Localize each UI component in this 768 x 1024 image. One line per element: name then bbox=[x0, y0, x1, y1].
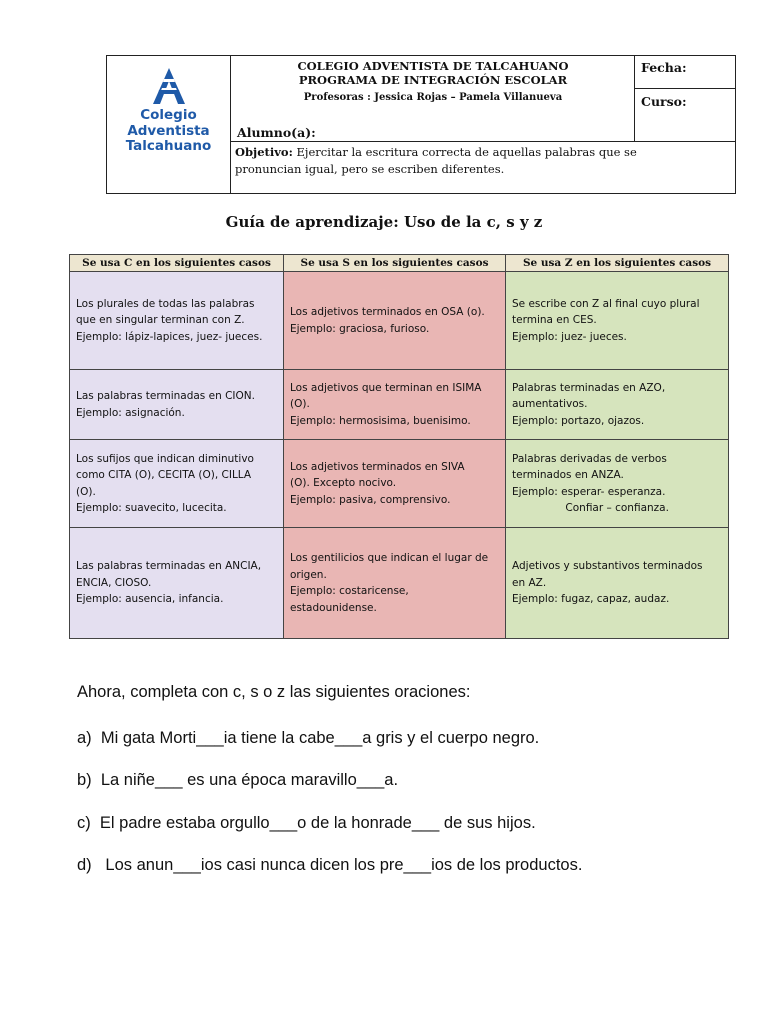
column-header-c: Se usa C en los siguientes casos bbox=[70, 255, 284, 272]
cell-s bbox=[284, 272, 506, 370]
cell-text-line: Los adjetivos terminados en OSA (o). bbox=[290, 306, 485, 318]
cell-s bbox=[284, 370, 506, 440]
table-header-row bbox=[70, 255, 729, 272]
program-name: PROGRAMA DE INTEGRACIÓN ESCOLAR bbox=[298, 73, 568, 87]
cell-text-line: termina en CES. bbox=[512, 314, 597, 327]
logo-text bbox=[126, 108, 212, 155]
cell-z bbox=[506, 528, 729, 639]
date-field[interactable]: Fecha: bbox=[634, 56, 735, 89]
student-name-field[interactable]: Alumno(a): bbox=[237, 125, 316, 140]
exercise-item-a[interactable]: a) Mi gata Morti___ia tiene la cabe___a gris y el cuerpo negro. bbox=[77, 729, 540, 747]
cell-c bbox=[70, 528, 284, 639]
cell-text-line: ENCIA, CIOSO. bbox=[76, 576, 152, 589]
cell-text-line: Las palabras terminadas en ANCIA, bbox=[76, 560, 262, 573]
cell-text-line: estadounidense. bbox=[290, 601, 377, 614]
guide-title: Guía de aprendizaje: Uso de la c, s y z bbox=[225, 213, 543, 231]
cell-text-line: Ejemplo: hermosisima, buenisimo. bbox=[290, 414, 471, 427]
cell-c bbox=[70, 370, 284, 440]
cell-text-line: Ejemplo: pasiva, comprensivo. bbox=[290, 493, 451, 506]
cell-text-line: (O). bbox=[290, 398, 310, 411]
cell-text-line: Los adjetivos que terminan en ISIMA bbox=[290, 381, 482, 394]
cell-text-line: Ejemplo: suavecito, lucecita. bbox=[76, 502, 227, 514]
cell-z bbox=[506, 440, 729, 528]
cell-text-line: en AZ. bbox=[512, 576, 547, 589]
cell-text-line: Palabras terminadas en AZO, bbox=[512, 381, 666, 394]
cell-text-line: (O). Excepto nocivo. bbox=[290, 477, 397, 490]
cell-text-line: (O). bbox=[76, 485, 96, 498]
cell-z bbox=[506, 272, 729, 370]
cell-text-line: Los plurales de todas las palabras bbox=[76, 297, 255, 310]
cell-text-line: aumentativos. bbox=[512, 398, 588, 411]
cell-text-line: Ejemplo: lápiz-lapices, juez- jueces. bbox=[76, 330, 263, 343]
logo-line: Talcahuano bbox=[125, 138, 212, 154]
cell-c bbox=[70, 440, 284, 528]
exercise-item-c[interactable]: c) El padre estaba orgullo___o de la honrade___ de sus hijos. bbox=[77, 814, 536, 832]
cell-text-line: Las palabras terminadas en CION. bbox=[76, 390, 255, 402]
cell-text-line: Ejemplo: ausencia, infancia. bbox=[76, 593, 224, 606]
exercise-item-d[interactable]: d) Los anun___ios casi nunca dicen los pre___ios de los productos. bbox=[77, 856, 583, 874]
table-body bbox=[70, 272, 729, 639]
column-header-s: Se usa S en los siguientes casos bbox=[284, 255, 506, 272]
table-row bbox=[70, 528, 729, 639]
logo-cell bbox=[107, 56, 231, 193]
teachers-line: Profesoras : Jessica Rojas – Pamela Villanueva bbox=[303, 92, 563, 103]
objective-text: Ejercitar la escritura correcta de aquellas palabras que se bbox=[292, 145, 637, 159]
cell-text-line: que en singular terminan con Z. bbox=[76, 314, 245, 327]
school-title bbox=[231, 59, 635, 87]
cell-text-line: Palabras derivadas de verbos bbox=[512, 452, 667, 465]
cell-text-line: origen. bbox=[290, 568, 327, 581]
school-header bbox=[106, 55, 736, 194]
cell-z bbox=[506, 370, 729, 440]
cell-text-line: Ejemplo: juez- jueces. bbox=[512, 330, 627, 343]
cell-text-line: Los adjetivos terminados en SIVA bbox=[290, 460, 465, 473]
cell-text-line: terminados en ANZA. bbox=[512, 469, 624, 481]
cell-text-line: Los gentilicios que indican el lugar de bbox=[290, 552, 489, 564]
column-header-z: Se usa Z en los siguientes casos bbox=[506, 255, 729, 272]
cell-text-line: Ejemplo: portazo, ojazos. bbox=[512, 414, 645, 427]
cell-text-line: Adjetivos y substantivos terminados bbox=[512, 560, 703, 573]
cell-text-line: Los sufijos que indican diminutivo bbox=[76, 452, 254, 465]
cell-text-line: Ejemplo: esperar- esperanza. bbox=[512, 485, 666, 498]
school-name: COLEGIO ADVENTISTA DE TALCAHUANO bbox=[297, 59, 569, 73]
cell-text-line: Ejemplo: fugaz, capaz, audaz. bbox=[512, 593, 670, 606]
cell-s bbox=[284, 440, 506, 528]
logo-line: Colegio bbox=[140, 107, 197, 123]
table-row bbox=[70, 272, 729, 370]
spelling-rules-table bbox=[69, 254, 729, 639]
school-logo-icon bbox=[149, 66, 189, 106]
cell-text-line: Se escribe con Z al final cuyo plural bbox=[512, 297, 700, 310]
cell-c bbox=[70, 272, 284, 370]
cell-text-line: Ejemplo: costaricense, bbox=[290, 585, 409, 597]
objective-text-2: pronuncian igual, pero se escriben diferentes. bbox=[235, 162, 505, 176]
exercise-item-b[interactable]: b) La niñe___ es una época maravillo___a. bbox=[77, 771, 399, 789]
table-row bbox=[70, 440, 729, 528]
logo-line: Adventista bbox=[127, 122, 210, 139]
cell-text-line: Ejemplo: graciosa, furioso. bbox=[290, 322, 430, 335]
objective-label: Objetivo: bbox=[235, 145, 293, 159]
cell-text-line: Ejemplo: asignación. bbox=[76, 406, 185, 419]
course-field[interactable]: Curso: bbox=[634, 89, 735, 141]
cell-text-line: Confiar – confianza. bbox=[512, 502, 669, 514]
cell-s bbox=[284, 528, 506, 639]
cell-text-line: como CITA (O), CECITA (O), CILLA bbox=[76, 469, 252, 481]
objective bbox=[231, 141, 735, 193]
exercise-instruction: Ahora, completa con c, s o z las siguientes oraciones: bbox=[77, 683, 471, 701]
table-row bbox=[70, 370, 729, 440]
